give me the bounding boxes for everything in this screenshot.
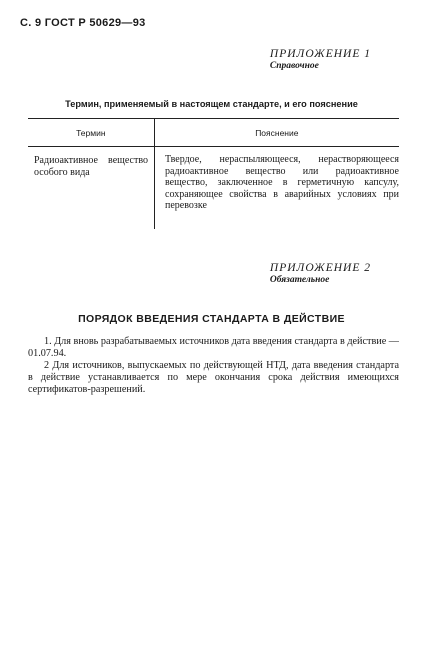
annex-2-title: ПРИЛОЖЕНИЕ 2 [269,262,371,274]
annex-2-status: Обязательное [269,275,330,285]
table-header-explanation: Пояснение [154,119,399,146]
table-caption: Термин, применяемый в настоящем стандарте, и его пояснение [65,99,358,109]
annex-1-title: ПРИЛОЖЕНИЕ 1 [269,48,371,60]
table-header-term: Термин [76,127,106,138]
annex-2-heading [270,262,371,285]
annex-1-status: Справочное [269,61,319,71]
section-body [28,336,399,397]
table-cell-explanation: Твердое, нераспыляющееся, нерастворяющееся радиоактивное вещество или радиоактивное вещество, заключенное в герметичную капсулу, сохраняющее свойства в аварийных условиях при перевозке [154,147,399,229]
page-header: С. 9 ГОСТ Р 50629—93 [20,17,146,29]
section-title: ПОРЯДОК ВВЕДЕНИЯ СТАНДАРТА В ДЕЙСТВИЕ [78,313,345,325]
table-row [28,147,399,229]
terms-table [28,118,399,229]
table-header-row [28,119,399,147]
paragraph-2: 2 Для источников, выпускаемых по действующей НТД, дата введения стандарта в действие устанавливается по мере окончания срока действия имеющихся сертификатов-разрешений. [28,360,399,395]
paragraph-1: 1. Для вновь разрабатываемых источников дата введения стандарта в действие — 01.07.94. [28,336,399,359]
annex-1-heading [270,48,371,71]
table-cell-term: Радиоактивное вещество особого вида [34,155,148,178]
